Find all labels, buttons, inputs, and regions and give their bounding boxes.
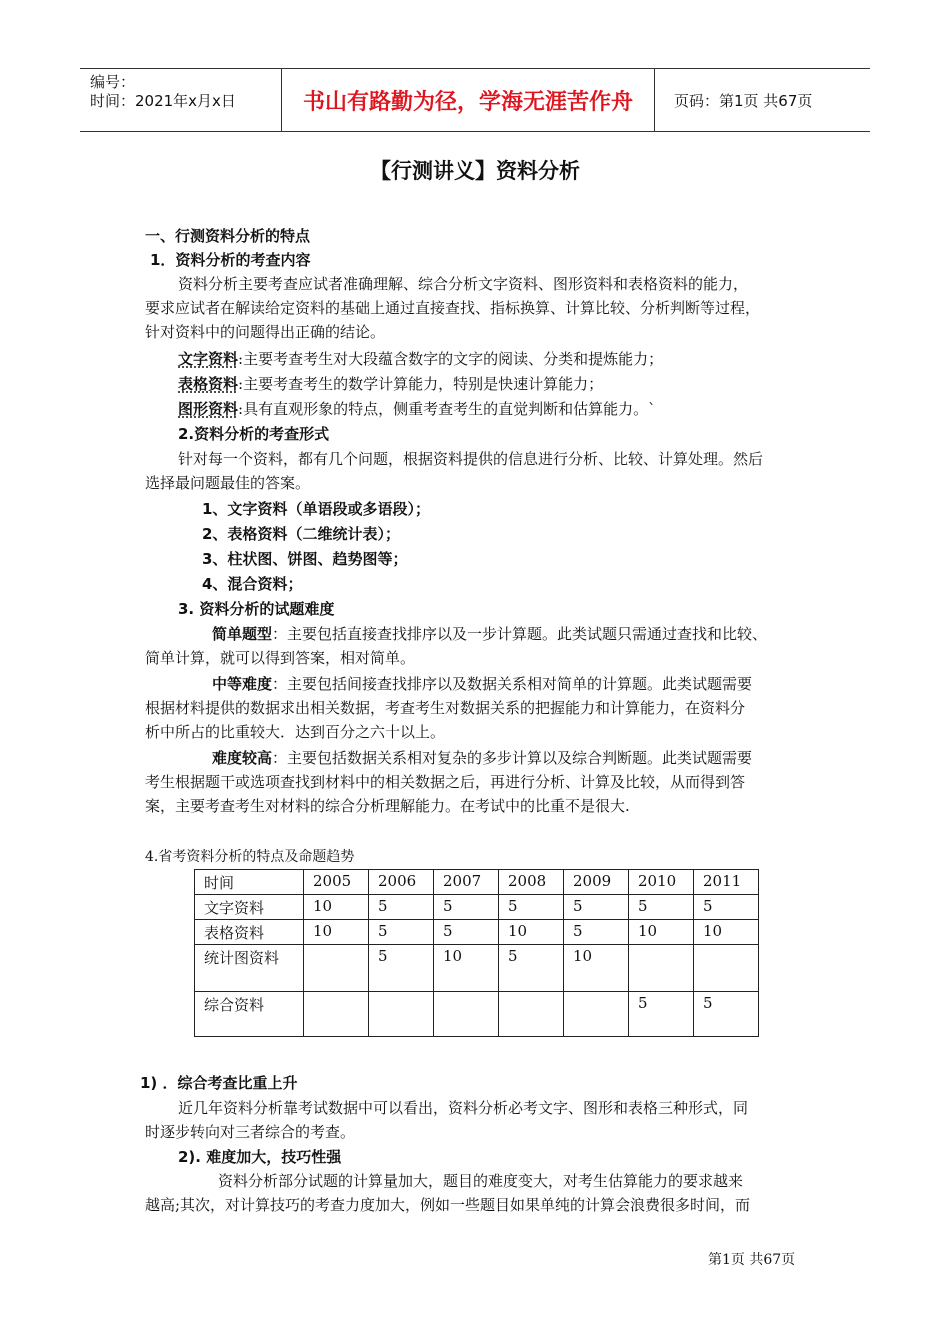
- term-label: 表格资料: [178, 375, 239, 393]
- paragraph-line: 案，主要考查考生对材料的综合分析理解能力。在考试中的比重不是很大.: [145, 797, 630, 815]
- subsection-heading: 3. 资料分析的试题难度: [178, 600, 335, 618]
- term-desc: :主要考查考生对大段蕴含数字的文字的阅读、分类和提炼能力；: [238, 350, 664, 368]
- paragraph-line: 考生根据题干或选项查找到材料中的相关数据之后，再进行分析、计算及比较，从而得到答: [145, 773, 746, 791]
- paragraph-line: 要求应试者在解读给定资料的基础上通过直接查找、指标换算、计算比较、分析判断等过程，: [145, 299, 761, 317]
- paragraph-line: 越高;其次，对计算技巧的考查力度加大，例如一些题目如果单纯的计算会浪费很多时间，而: [145, 1196, 751, 1214]
- term-desc: :具有直观形象的特点，侧重考查考生的直觉判断和估算能力。`: [238, 400, 656, 418]
- section-heading: 一、行测资料分析的特点: [145, 227, 311, 245]
- table-row: [195, 992, 759, 1037]
- header-meta: [80, 69, 280, 131]
- paragraph-line: 根据材料提供的数据求出相关数据，考查考生对数据关系的把握能力和计算能力，在资料分: [145, 699, 746, 717]
- term-label: 文字资料: [178, 350, 239, 368]
- table-cell: 5: [629, 992, 694, 1037]
- definition-table: [178, 372, 848, 396]
- table-cell: 2005: [304, 870, 369, 895]
- table-cell: [369, 992, 434, 1037]
- header-page-info: [664, 69, 870, 131]
- table-cell: 5: [434, 920, 499, 945]
- table-cell: 10: [694, 920, 759, 945]
- difficulty-easy: [212, 622, 882, 646]
- term-desc: ：主要包括间接查找排序以及数据关系相对简单的计算题。此类试题需要: [272, 675, 753, 693]
- table-row: [195, 920, 759, 945]
- page-header: [80, 68, 870, 132]
- paragraph-line: 资料分析主要考查应试者准确理解、综合分析文字资料、图形资料和表格资料的能力，: [178, 275, 749, 293]
- difficulty-medium: [212, 672, 882, 696]
- table-row: [195, 945, 759, 992]
- term-label: 中等难度: [212, 675, 273, 693]
- table-cell: 10: [629, 920, 694, 945]
- table-cell: [304, 945, 369, 992]
- table-cell: 2006: [369, 870, 434, 895]
- table-cell: 5: [694, 992, 759, 1037]
- table-cell: 统计图资料: [195, 945, 304, 992]
- paragraph-line: 简单计算，就可以得到答案，相对简单。: [145, 649, 416, 667]
- table-cell: [434, 992, 499, 1037]
- table-cell: [499, 992, 564, 1037]
- table-cell: 2007: [434, 870, 499, 895]
- table-cell: 5: [369, 895, 434, 920]
- table-cell: 时间: [195, 870, 304, 895]
- subsection-heading: 2.资料分析的考查形式: [178, 425, 330, 443]
- table-cell: 2009: [564, 870, 629, 895]
- definition-graph: [178, 397, 848, 421]
- exam-trend-table: [194, 869, 759, 1037]
- table-cell: 10: [499, 920, 564, 945]
- list-item: 2、表格资料（二维统计表）；: [202, 525, 400, 543]
- subsection-heading: 1．资料分析的考查内容: [150, 251, 311, 269]
- table-cell: [564, 992, 629, 1037]
- header-motto: 书山有路勤为径，学海无涯苦作舟: [281, 69, 655, 131]
- table-cell: 5: [369, 945, 434, 992]
- term-desc: ：主要包括数据关系相对复杂的多步计算以及综合判断题。此类试题需要: [272, 749, 753, 767]
- paragraph-line: 针对资料中的问题得出正确的结论。: [145, 323, 386, 341]
- table-cell: 5: [629, 895, 694, 920]
- table-cell: 10: [434, 945, 499, 992]
- header-date: 时间：2021年x月x日: [90, 92, 236, 110]
- table-cell: 10: [564, 945, 629, 992]
- list-item: 4、混合资料；: [202, 575, 303, 593]
- list-item: 3、柱状图、饼图、趋势图等；: [202, 550, 408, 568]
- term-label: 图形资料: [178, 400, 239, 418]
- header-number: 编号：: [90, 73, 136, 91]
- definition-text: [178, 347, 848, 371]
- paragraph-line: 针对每一个资料，都有几个问题，根据资料提供的信息进行分析、比较、计算处理。然后: [178, 450, 764, 468]
- paragraph-line: 时逐步转向对三者综合的考查。: [145, 1123, 356, 1141]
- table-cell: 5: [499, 895, 564, 920]
- document-title: 【行测讲义】资料分析: [370, 159, 580, 183]
- table-cell: 综合资料: [195, 992, 304, 1037]
- list-item: 1、文字资料（单语段或多语段）；: [202, 500, 430, 518]
- table-cell: 表格资料: [195, 920, 304, 945]
- table-cell: [694, 945, 759, 992]
- table-cell: 2011: [694, 870, 759, 895]
- table-header-row: [195, 870, 759, 895]
- subsection-heading: 1) ．综合考查比重上升: [140, 1074, 298, 1092]
- difficulty-hard: [212, 746, 882, 770]
- term-desc: :主要考查考生的数学计算能力，特别是快速计算能力；: [238, 375, 604, 393]
- table-cell: 2010: [629, 870, 694, 895]
- table-cell: 5: [369, 920, 434, 945]
- paragraph-line: 近几年资料分析靠考试数据中可以看出，资料分析必考文字、图形和表格三种形式，同: [178, 1099, 749, 1117]
- table-cell: [629, 945, 694, 992]
- table-row: [195, 895, 759, 920]
- table-cell: 5: [434, 895, 499, 920]
- table-cell: 5: [694, 895, 759, 920]
- paragraph-line: 选择最问题最佳的答案。: [145, 474, 311, 492]
- table-cell: 文字资料: [195, 895, 304, 920]
- subsection-heading: 2). 难度加大，技巧性强: [178, 1148, 342, 1166]
- table-cell: 5: [564, 920, 629, 945]
- page-footer: 第1页 共67页: [708, 1252, 796, 1268]
- table-cell: 2008: [499, 870, 564, 895]
- term-label: 简单题型: [212, 625, 273, 643]
- table-cell: 5: [564, 895, 629, 920]
- table-cell: 10: [304, 920, 369, 945]
- table-cell: [304, 992, 369, 1037]
- table-caption: 4.省考资料分析的特点及命题趋势: [145, 849, 355, 865]
- paragraph-line: 资料分析部分试题的计算量加大，题目的难度变大，对考生估算能力的要求越来: [218, 1172, 744, 1190]
- table-cell: 5: [499, 945, 564, 992]
- term-desc: ：主要包括直接查找排序以及一步计算题。此类试题只需通过查找和比较、: [272, 625, 768, 643]
- term-label: 难度较高: [212, 749, 273, 767]
- paragraph-line: 析中所占的比重较大．达到百分之六十以上。: [145, 723, 446, 741]
- table-cell: 10: [304, 895, 369, 920]
- header-page-text: 页码：第1页 共67页: [674, 91, 813, 110]
